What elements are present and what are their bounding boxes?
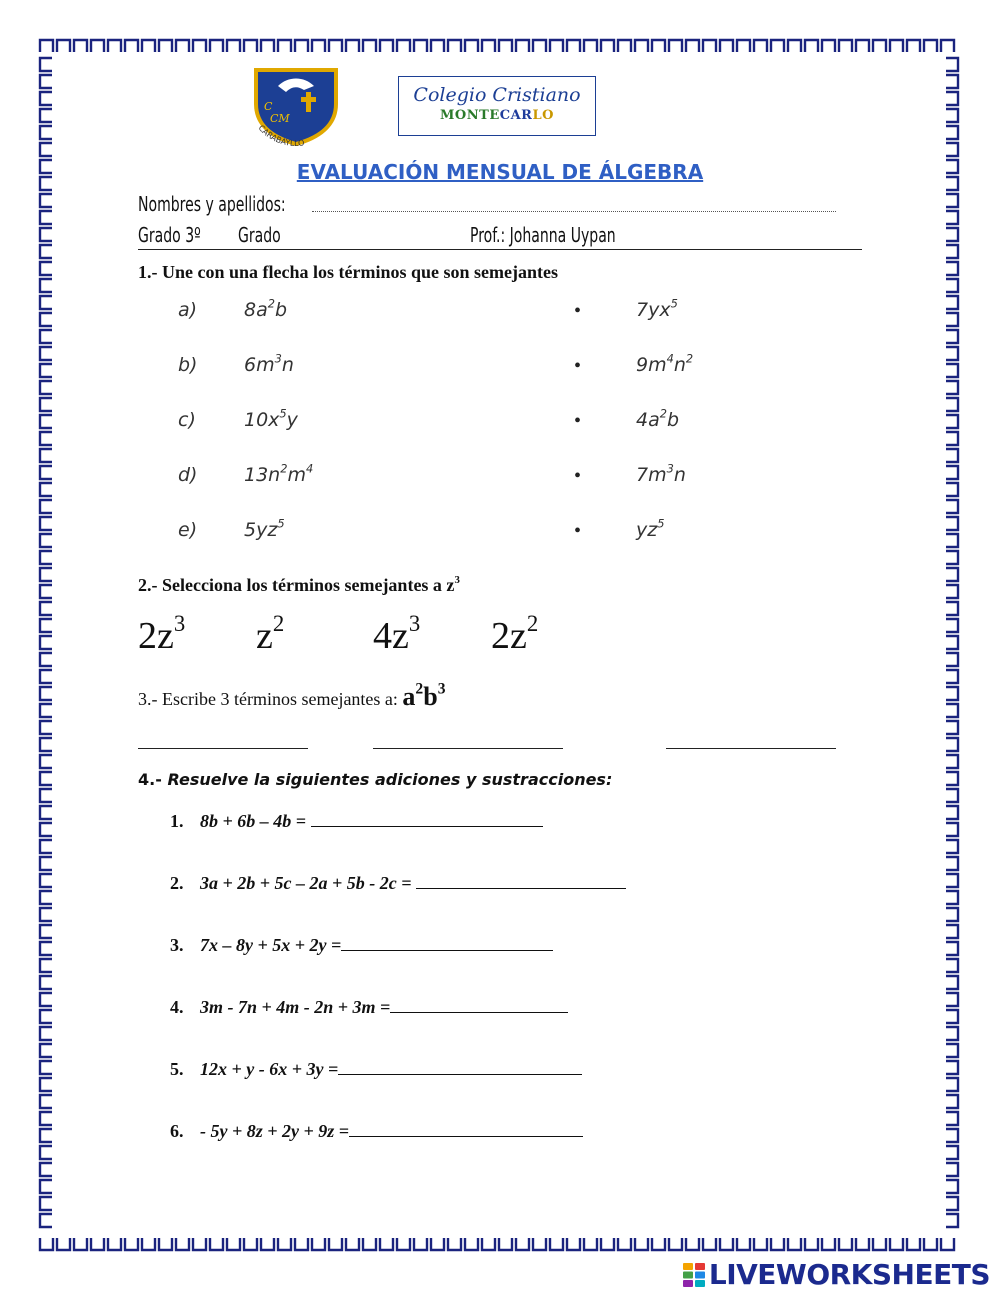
q2-option[interactable] [256, 610, 285, 658]
names-label: Nombres y apellidos: [138, 192, 286, 216]
option-exp: 2 [272, 610, 285, 636]
q4-item [170, 872, 626, 894]
grade-label: Grado 3º [138, 223, 201, 247]
q1-right-term[interactable] [636, 296, 678, 321]
q4-item [170, 996, 568, 1018]
term-rest: n [673, 354, 686, 376]
q4-item [170, 810, 543, 832]
term-rest: n [281, 354, 294, 376]
item-number: 4. [170, 997, 184, 1017]
svg-text:C: C [264, 100, 273, 113]
q2-option[interactable] [491, 610, 539, 658]
term-exp: 2 [267, 296, 275, 311]
q1-bullet[interactable]: • [574, 410, 582, 432]
item-expression: 3m - 7n + 4m - 2n + 3m = [200, 997, 391, 1017]
term-rest: y [286, 409, 298, 431]
option-base: 2z [138, 615, 174, 657]
q4-number: 4.- [138, 770, 162, 789]
item-expression: 3a + 2b + 5c – 2a + 5b - 2c = [200, 873, 412, 893]
q3-answer-line[interactable] [373, 748, 563, 749]
term-coef: 7m [636, 464, 667, 486]
q3-b-base: b [423, 682, 438, 711]
brand-subtitle [399, 108, 595, 123]
q4-item [170, 934, 553, 956]
q1-bullet[interactable]: • [574, 355, 582, 377]
term-exp: 2 [280, 461, 288, 476]
q1-bullet[interactable]: • [574, 520, 582, 542]
brand-name: Colegio Cristiano [413, 84, 581, 106]
teacher-name: Prof.: Johanna Uypan [470, 223, 616, 247]
term-exp: 5 [279, 406, 287, 421]
item-number: 6. [170, 1121, 184, 1141]
q1-left-label: e) [178, 519, 198, 541]
item-number: 2. [170, 873, 184, 893]
brand-sub-part: LO [532, 108, 554, 123]
term-exp2: 4 [305, 461, 314, 476]
q1-bullet[interactable]: • [574, 300, 582, 322]
school-logo [248, 66, 344, 146]
term-exp: 4 [666, 351, 674, 366]
q3-prompt-text: 3.- Escribe 3 términos semejantes a: [138, 689, 398, 709]
q1-right-term[interactable] [636, 516, 665, 541]
term-coef: 7yx [636, 299, 671, 321]
q1-left-label: d) [178, 464, 198, 486]
q1-prompt: 1.- Une con una flecha los términos que son semejantes [138, 262, 558, 282]
answer-line[interactable] [341, 934, 553, 951]
term-coef: 4a [636, 409, 660, 431]
header-divider [138, 249, 862, 250]
term-coef: 9m [636, 354, 667, 376]
q1-left-label: c) [178, 409, 196, 431]
liveworksheets-text: LIVEWORKSHEETS [708, 1258, 990, 1291]
term-coef: yz [636, 519, 658, 541]
item-expression: - 5y + 8z + 2y + 9z = [200, 1121, 350, 1141]
svg-text:CARABAYLLO: CARABAYLLO [256, 123, 305, 146]
q3-b-exp: 3 [437, 680, 446, 698]
q4-item [170, 1058, 582, 1080]
grade-word: Grado [238, 223, 281, 247]
q1-right-term[interactable] [636, 351, 694, 376]
q3-answer-line[interactable] [666, 748, 836, 749]
option-exp: 3 [408, 610, 421, 636]
term-rest: b [274, 299, 288, 321]
item-expression: 7x – 8y + 5x + 2y = [200, 935, 342, 955]
q4-prompt-text: Resuelve la siguientes adiciones y sustracciones: [167, 770, 613, 789]
page-title: EVALUACIÓN MENSUAL DE ÁLGEBRA [296, 160, 704, 184]
term-rest: b [666, 409, 680, 431]
item-expression: 12x + y - 6x + 3y = [200, 1059, 339, 1079]
q2-prompt-text: 2.- Selecciona los términos semejantes a z [138, 575, 455, 595]
option-base: 4z [373, 615, 409, 657]
term-coef: 5yz [244, 519, 278, 541]
term-coef: 8a [244, 299, 268, 321]
option-exp: 2 [526, 610, 539, 636]
q3-a-exp: 2 [415, 680, 424, 698]
q1-left-label: b) [178, 354, 198, 376]
q2-option[interactable] [373, 610, 421, 658]
term-coef: 10x [244, 409, 280, 431]
q4-item [170, 1120, 583, 1142]
q1-bullet[interactable]: • [574, 465, 582, 487]
option-exp: 3 [173, 610, 186, 636]
q4-prompt [138, 770, 612, 789]
q1-left-term[interactable] [244, 516, 285, 541]
item-number: 1. [170, 811, 184, 831]
q1-right-term[interactable] [636, 461, 686, 486]
term-exp: 5 [670, 296, 678, 311]
term-coef: 13n [244, 464, 281, 486]
q1-left-term[interactable] [244, 406, 298, 431]
q2-prompt [138, 575, 460, 596]
brand-sub-part: CAR [499, 108, 533, 123]
q1-right-term[interactable] [636, 406, 680, 431]
term-exp: 3 [274, 351, 282, 366]
term-exp: 2 [659, 406, 667, 421]
option-base: 2z [491, 615, 527, 657]
option-base: z [256, 615, 273, 657]
answer-line[interactable] [390, 996, 568, 1013]
q3-answer-line[interactable] [138, 748, 308, 749]
answer-line[interactable] [338, 1058, 582, 1075]
answer-line[interactable] [311, 810, 543, 827]
item-number: 5. [170, 1059, 184, 1079]
term-exp2: 2 [685, 351, 694, 366]
term-coef: 6m [244, 354, 275, 376]
names-input-line[interactable] [312, 211, 836, 212]
q3-target-term [402, 682, 445, 711]
q1-left-term[interactable] [244, 351, 294, 376]
answer-line[interactable] [349, 1120, 583, 1137]
q1-left-term[interactable] [244, 461, 314, 486]
q3-a-base: a [402, 682, 416, 711]
q3-prompt [138, 682, 445, 712]
liveworksheets-logo [683, 1258, 990, 1291]
liveworksheets-icon [683, 1261, 705, 1285]
term-exp: 5 [657, 516, 665, 531]
brand-box [398, 76, 596, 136]
term-rest: m [287, 464, 306, 486]
term-rest: n [673, 464, 686, 486]
brand-sub-part: MONTE [440, 108, 500, 123]
term-exp: 3 [666, 461, 674, 476]
item-number: 3. [170, 935, 184, 955]
q2-option[interactable] [138, 610, 186, 658]
q1-left-label: a) [178, 299, 198, 321]
term-exp: 5 [277, 516, 285, 531]
item-expression: 8b + 6b – 4b = [200, 811, 307, 831]
q1-left-term[interactable] [244, 296, 288, 321]
svg-text:CM: CM [270, 112, 290, 125]
q2-prompt-exp: 3 [454, 573, 460, 586]
answer-line[interactable] [416, 872, 626, 889]
